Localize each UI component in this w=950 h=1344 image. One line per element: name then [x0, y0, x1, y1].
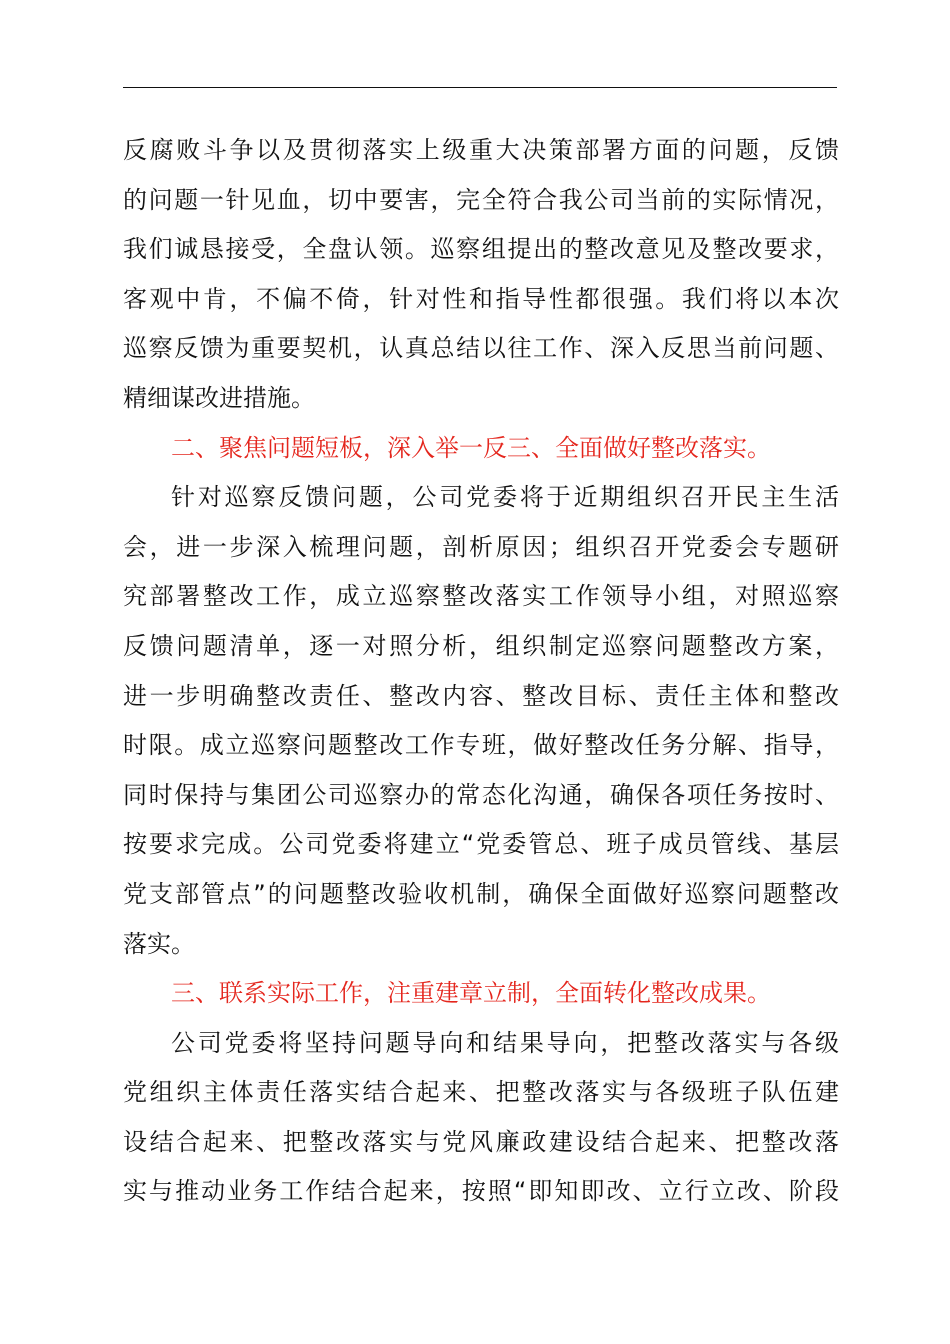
- text-line: 按要求完成。公司党委将建立“党委管总、班子成员管线、基层: [123, 830, 839, 859]
- text-line: 究部署整改工作，成立巡察整改落实工作领导小组，对照巡察: [123, 582, 839, 611]
- text-line: 党支部管点”的问题整改验收机制，确保全面做好巡察问题整改: [123, 879, 839, 908]
- text-line: 公司党委将坚持问题导向和结果导向，把整改落实与各级: [171, 1028, 839, 1057]
- section-heading: 二、聚焦问题短板，深入举一反三、全面做好整改落实。: [171, 433, 771, 462]
- text-line: 会，进一步深入梳理问题，剖析原因；组织召开党委会专题研: [123, 532, 839, 561]
- text-line: 进一步明确整改责任、整改内容、整改目标、责任主体和整改: [123, 681, 839, 710]
- text-line: 精细谋改进措施。: [123, 383, 315, 412]
- text-line: 同时保持与集团公司巡察办的常态化沟通，确保各项任务按时、: [123, 780, 839, 809]
- text-line: 巡察反馈为重要契机，认真总结以往工作、深入反思当前问题、: [123, 334, 839, 363]
- text-line: 针对巡察反馈问题，公司党委将于近期组织召开民主生活: [171, 483, 839, 512]
- text-line: 党组织主体责任落实结合起来、把整改落实与各级班子队伍建: [123, 1078, 839, 1107]
- text-line: 我们诚恳接受，全盘认领。巡察组提出的整改意见及整改要求，: [123, 235, 839, 264]
- document-body: [123, 126, 839, 1217]
- text-line: 落实。: [123, 929, 195, 958]
- text-line: 实与推动业务工作结合起来，按照“即知即改、立行立改、阶段: [123, 1177, 839, 1206]
- text-line: 时限。成立巡察问题整改工作专班，做好整改任务分解、指导，: [123, 731, 839, 760]
- text-line: 反馈问题清单，逐一对照分析，组织制定巡察问题整改方案，: [123, 631, 839, 660]
- text-line: 的问题一针见血，切中要害，完全符合我公司当前的实际情况，: [123, 185, 839, 214]
- text-line: 客观中肯，不偏不倚，针对性和指导性都很强。我们将以本次: [123, 284, 839, 313]
- text-line: 反腐败斗争以及贯彻落实上级重大决策部署方面的问题，反馈: [123, 136, 839, 164]
- header-rule: [123, 87, 837, 88]
- text-line: 设结合起来、把整改落实与党风廉政建设结合起来、把整改落: [123, 1127, 839, 1156]
- section-heading: 三、联系实际工作，注重建章立制，全面转化整改成果。: [171, 979, 771, 1008]
